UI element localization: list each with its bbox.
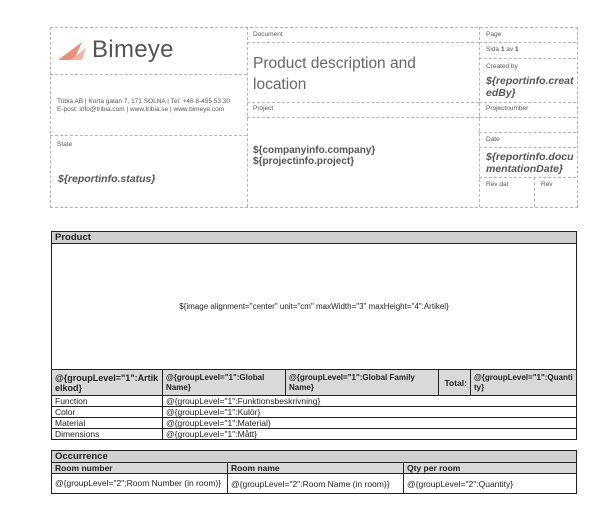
- rev-label: Rev: [541, 181, 553, 188]
- page-value-mid: av: [504, 46, 515, 53]
- row-label: Dimensions: [52, 429, 163, 440]
- product-title: Product: [52, 232, 577, 244]
- col-room-name: Room name: [228, 463, 404, 474]
- cell-room-number: @{groupLevel="2":Room Number (in room)}: [52, 474, 228, 494]
- header-divider: [50, 74, 247, 75]
- page-value: [486, 46, 519, 53]
- product-image-placeholder: ${image alignment="center" unit="cm" maxWidth="3" maxHeight="4":Artikel}: [52, 244, 577, 370]
- created-by-label: Created by: [486, 63, 518, 70]
- occurrence-table: [51, 450, 577, 494]
- col-room-number: Room number: [52, 463, 228, 474]
- state-label: State: [57, 141, 73, 148]
- page-value-prefix: Sida: [486, 46, 501, 53]
- cell-qty: @{groupLevel="2":Quantity}: [404, 474, 577, 494]
- col-quantity: @{groupLevel="1":Quantity}: [471, 370, 577, 396]
- row-value: @{groupLevel="1":Kulör}: [163, 407, 577, 418]
- header-divider: [479, 117, 576, 118]
- col-qty-per-room: Qty per room: [404, 463, 577, 474]
- header-divider: [247, 102, 479, 103]
- company-var: ${companyinfo.company}: [253, 145, 376, 156]
- page-current: 1: [500, 46, 505, 53]
- document-title: Product description and location: [253, 55, 416, 93]
- company-address: Tribia AB | Korta gatan 7, 171 SOLNA | Tel: +46 8-455 53 30: [57, 98, 231, 105]
- header-divider: [479, 58, 576, 59]
- page-label: Page: [486, 31, 502, 38]
- page-total: 1: [514, 46, 519, 53]
- project-var: ${projectinfo.project}: [253, 156, 355, 167]
- header-divider: [479, 147, 576, 148]
- date-value: ${reportinfo.documentationDate}: [486, 151, 574, 175]
- projectnumber-label: Projectnumber: [486, 105, 529, 112]
- rev-dat-label: Rev dat: [486, 181, 509, 188]
- header-divider: [479, 102, 576, 103]
- logo-text: Bimeye: [92, 36, 174, 63]
- header-divider: [534, 177, 535, 207]
- row-value: @{groupLevel="1":Material}: [163, 418, 577, 429]
- company-contact: E-post: info@tribia.com | www.tribia.se | www.bimeye.com: [57, 106, 225, 113]
- header-divider: [247, 117, 479, 118]
- row-value: @{groupLevel="1":Mått}: [163, 429, 577, 440]
- header-divider: [247, 42, 479, 43]
- document-label: Document: [253, 31, 283, 38]
- col-global-family-name: @{groupLevel="1":Global Family Name}: [286, 370, 439, 396]
- bimeye-logo-icon: [56, 38, 92, 62]
- date-label: Date: [486, 136, 500, 143]
- created-by-value: ${reportinfo.createdBy}: [486, 75, 574, 99]
- col-artikelkod: @{groupLevel="1":Artikelkod}: [52, 370, 163, 396]
- col-global-name: @{groupLevel="1":Global Name}: [163, 370, 286, 396]
- header-divider: [479, 42, 576, 43]
- project-label: Project: [253, 105, 274, 112]
- row-label: Material: [52, 418, 163, 429]
- row-value: @{groupLevel="1":Funktionsbeskrivning}: [163, 396, 577, 407]
- header-divider: [50, 135, 247, 136]
- header-divider: [479, 132, 576, 133]
- cell-room-name: @{groupLevel="2":Room Name (in room)}: [228, 474, 404, 494]
- total-label: Total:: [439, 370, 471, 396]
- state-value: ${reportinfo.status}: [58, 173, 156, 185]
- row-label: Color: [52, 407, 163, 418]
- header-divider: [479, 177, 576, 178]
- row-label: Function: [52, 396, 163, 407]
- occurrence-title: Occurrence: [52, 451, 577, 463]
- product-table: [51, 231, 577, 440]
